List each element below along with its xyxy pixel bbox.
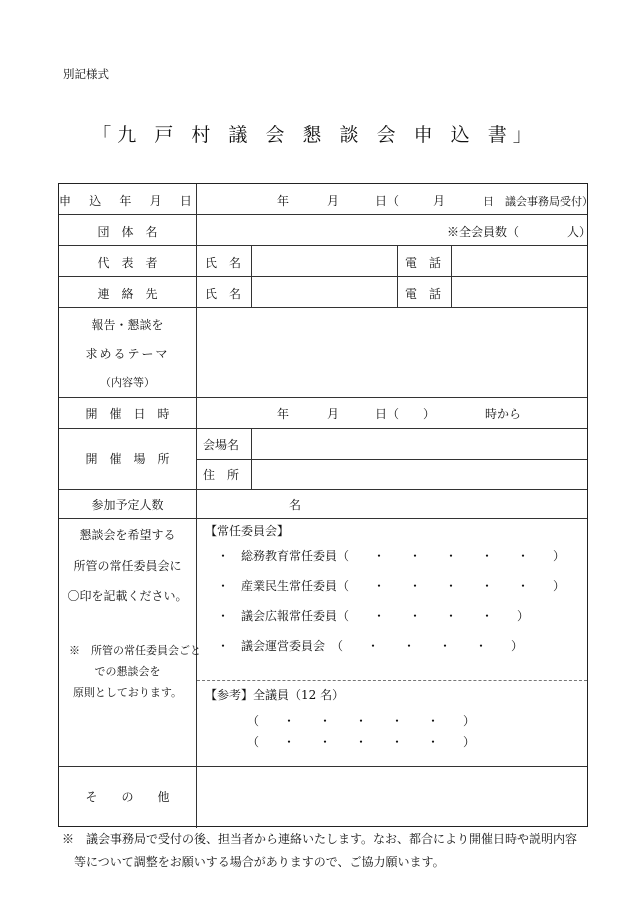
datetime-year: 年 xyxy=(277,407,290,421)
col-divider xyxy=(251,245,252,307)
date-year: 年 xyxy=(277,194,290,208)
date-month: 月 xyxy=(327,194,340,208)
footnote-line-2: 等について調整をお願いする場合がありますので、ご協力願います。 xyxy=(74,855,445,869)
committee-instruction-1: 懇談会を希望する xyxy=(79,528,176,542)
reference-row[interactable]: （ ・ ・ ・ ・ ・ ） xyxy=(247,735,476,749)
row-divider xyxy=(59,276,587,277)
label-datetime: 開 催 日 時 xyxy=(85,407,170,421)
committee-item-industry[interactable]: ・ 産業民生常任委員（ ・ ・ ・ ・ ・ ） xyxy=(217,579,566,593)
label-theme-2: 求めるテーマ xyxy=(85,347,170,361)
label-theme-1: 報告・懇談を xyxy=(91,318,164,332)
col-divider xyxy=(196,184,197,828)
row-divider xyxy=(59,518,587,519)
row-divider xyxy=(59,397,587,398)
datetime-month: 月 xyxy=(327,407,340,421)
label-other: そ の 他 xyxy=(85,790,170,804)
page-title: 「九 戸 村 議 会 懇 談 会 申 込 書」 xyxy=(92,124,538,146)
col-divider xyxy=(451,245,452,307)
col-divider xyxy=(251,428,252,489)
rep-name-label: 氏 名 xyxy=(205,256,242,270)
row-divider xyxy=(59,214,587,215)
form-label: 別記様式 xyxy=(63,67,109,81)
datetime-day: 日（ ） xyxy=(375,407,436,421)
row-divider xyxy=(59,307,587,308)
row-divider xyxy=(59,428,587,429)
committee-instruction-2: 所管の常任委員会に xyxy=(73,559,182,573)
contact-name-label: 氏 名 xyxy=(205,287,242,301)
committee-note-2: での懇談会を xyxy=(94,665,161,678)
label-group: 団 体 名 xyxy=(97,225,158,239)
application-form xyxy=(58,183,593,827)
committee-item-general[interactable]: ・ 総務教育常任委員（ ・ ・ ・ ・ ・ ） xyxy=(217,549,566,563)
col-divider xyxy=(397,245,398,307)
committee-item-steering[interactable]: ・ 議会運営委員会 （ ・ ・ ・ ・ ） xyxy=(217,639,524,653)
committee-instruction-3: 〇印を記載ください。 xyxy=(67,589,188,603)
row-divider xyxy=(59,766,587,767)
rep-phone-label: 電 話 xyxy=(405,256,442,270)
venue-address-label: 住 所 xyxy=(203,468,240,482)
committee-note-3: 原則としております。 xyxy=(72,686,183,699)
standing-committee-header: 【常任委員会】 xyxy=(205,524,290,538)
reference-row[interactable]: （ ・ ・ ・ ・ ・ ） xyxy=(247,714,476,728)
date-received: 日 議会事務局受付） xyxy=(483,195,593,208)
row-divider xyxy=(197,459,587,460)
member-count: ※全会員数（ 人） xyxy=(447,225,592,239)
row-divider-dashed xyxy=(197,680,587,681)
attendees-unit: 名 xyxy=(289,498,302,512)
footnote-line-1: ※ 議会事務局で受付の後、担当者から連絡いたします。なお、都合により開催日時や説明内容 xyxy=(62,832,578,846)
label-representative: 代 表 者 xyxy=(97,256,158,270)
date-day: 日（ xyxy=(375,194,400,208)
row-divider xyxy=(59,245,587,246)
label-theme-3: （内容等） xyxy=(100,376,155,389)
label-application-date: 申 込 年 月 日 xyxy=(59,194,200,208)
date-received-month: 月 xyxy=(433,194,446,208)
reference-header: 【参考】全議員（12 名） xyxy=(205,688,345,702)
datetime-time: 時から xyxy=(485,407,522,421)
venue-hall-label: 会場名 xyxy=(203,438,240,452)
committee-item-publicity[interactable]: ・ 議会広報常任委員（ ・ ・ ・ ・ ） xyxy=(217,609,530,623)
label-contact: 連 絡 先 xyxy=(97,287,158,301)
footnote xyxy=(62,828,592,874)
label-attendees: 参加予定人数 xyxy=(91,498,164,512)
label-venue: 開 催 場 所 xyxy=(85,452,170,466)
row-divider xyxy=(59,489,587,490)
contact-phone-label: 電 話 xyxy=(405,287,442,301)
committee-note-1: ※ 所管の常任委員会ごと xyxy=(69,644,201,657)
